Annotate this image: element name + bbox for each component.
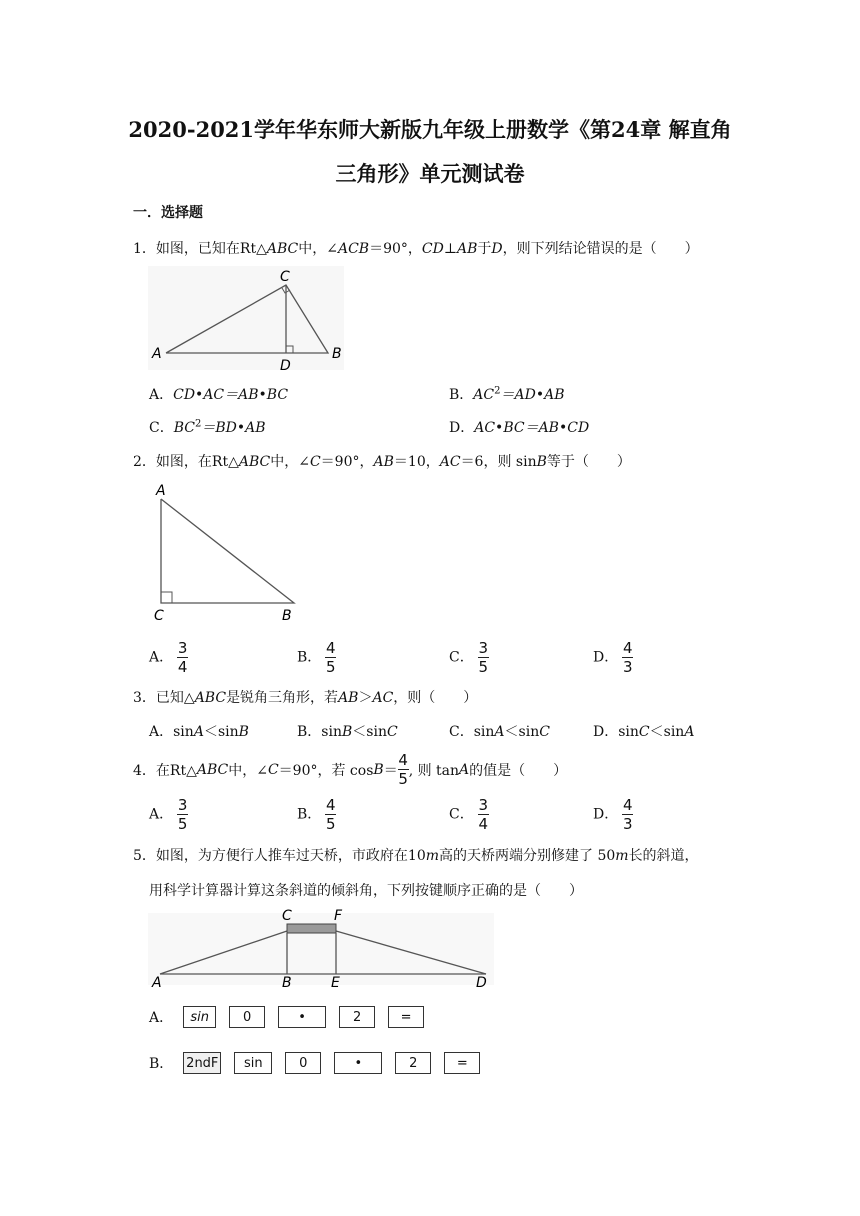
question-4-stem: 4．在Rt△ ABC 中，∠ C ＝90°，若 cos B ＝ $\frac{4}{5}$ , 则 tan A 的值是（ ） — [133, 751, 568, 788]
q1-label-a: A — [152, 346, 162, 362]
q1-option-a: A．CD•AC＝AB•BC — [149, 387, 289, 403]
q5-option-b: B． 2ndF sin 0 • 2 = — [149, 1052, 493, 1074]
q2-option-a: A． $\frac{3}{4}$ — [149, 639, 188, 676]
key-dot: • — [334, 1052, 382, 1074]
q2-option-b: B． $\frac{4}{5}$ — [297, 639, 336, 676]
q1-option-d: D．AC•BC＝AB•CD — [449, 420, 590, 436]
question-5-stem-line-1: 5．如图，为方便行人推车过天桥，市政府在10m高的天桥两端分别修建了 50m长的斜道， — [133, 848, 699, 864]
key-equals: = — [444, 1052, 480, 1074]
section-heading: 一．选择题 — [133, 205, 203, 221]
q5-label-d: D — [476, 975, 487, 991]
q3-option-c: C．sinA＜sinC — [449, 724, 550, 740]
page-title-line-2: 三角形》单元测试卷 — [335, 161, 525, 186]
q5-label-b: B — [282, 975, 292, 991]
q5-label-a: A — [152, 975, 162, 991]
key-2ndf: 2ndF — [183, 1052, 221, 1074]
q1-label-d: D — [280, 358, 291, 374]
key-2: 2 — [339, 1006, 375, 1028]
q5-option-a: A． sin 0 • 2 = — [149, 1006, 437, 1028]
q1-option-c: C．$BC^2=BD•AB$ — [149, 418, 266, 436]
question-2-figure — [148, 482, 308, 626]
question-1-figure — [146, 264, 366, 376]
q5-label-c: C — [282, 908, 292, 924]
q4-option-c: C． $\frac{3}{4}$ — [449, 796, 488, 833]
q2-option-d: D． $\frac{4}{3}$ — [593, 639, 633, 676]
q4-option-b: B． $\frac{4}{5}$ — [297, 796, 336, 833]
q4-option-d: D． $\frac{4}{3}$ — [593, 796, 633, 833]
q2-option-c: C． $\frac{3}{5}$ — [449, 639, 488, 676]
key-dot: • — [278, 1006, 326, 1028]
q5-label-e: E — [331, 975, 340, 991]
q2-label-a: A — [156, 483, 166, 499]
q2-label-b: B — [282, 608, 292, 624]
q3-option-a: A．sinA＜sinB — [149, 724, 249, 740]
question-2-stem: 2．如图，在Rt△ABC中，∠C＝90°，AB＝10，AC＝6，则 sinB等于（ ） — [133, 454, 631, 470]
key-0: 0 — [285, 1052, 321, 1074]
q1-label-b: B — [332, 346, 342, 362]
question-5-stem-line-2: 用科学计算器计算这条斜道的倾斜角，下列按键顺序正确的是（ ） — [149, 883, 583, 899]
key-0: 0 — [229, 1006, 265, 1028]
question-3-stem: 3．已知△ABC是锐角三角形，若AB＞AC，则（ ） — [133, 690, 478, 706]
q4-option-a: A． $\frac{3}{5}$ — [149, 796, 188, 833]
q2-label-c: C — [154, 608, 164, 624]
q1-option-b: B．$AC^2=AD•AB$ — [449, 385, 565, 403]
key-2: 2 — [395, 1052, 431, 1074]
key-sin: sin — [183, 1006, 216, 1028]
key-equals: = — [388, 1006, 424, 1028]
key-sin: sin — [234, 1052, 272, 1074]
page-title-line-1: 2020-2021学年华东师大新版九年级上册数学《第24章 解直角 — [128, 117, 732, 142]
q3-option-d: D．sinC＜sinA — [593, 724, 695, 740]
question-5-figure — [146, 905, 496, 993]
question-1-stem: 1．如图，已知在Rt△ABC中，∠ACB＝90°，CD⊥AB于D，则下列结论错误的是（ ） — [133, 241, 699, 257]
q3-option-b: B．sinB＜sinC — [297, 724, 398, 740]
q5-label-f: F — [334, 908, 343, 924]
q1-label-c: C — [280, 269, 290, 285]
